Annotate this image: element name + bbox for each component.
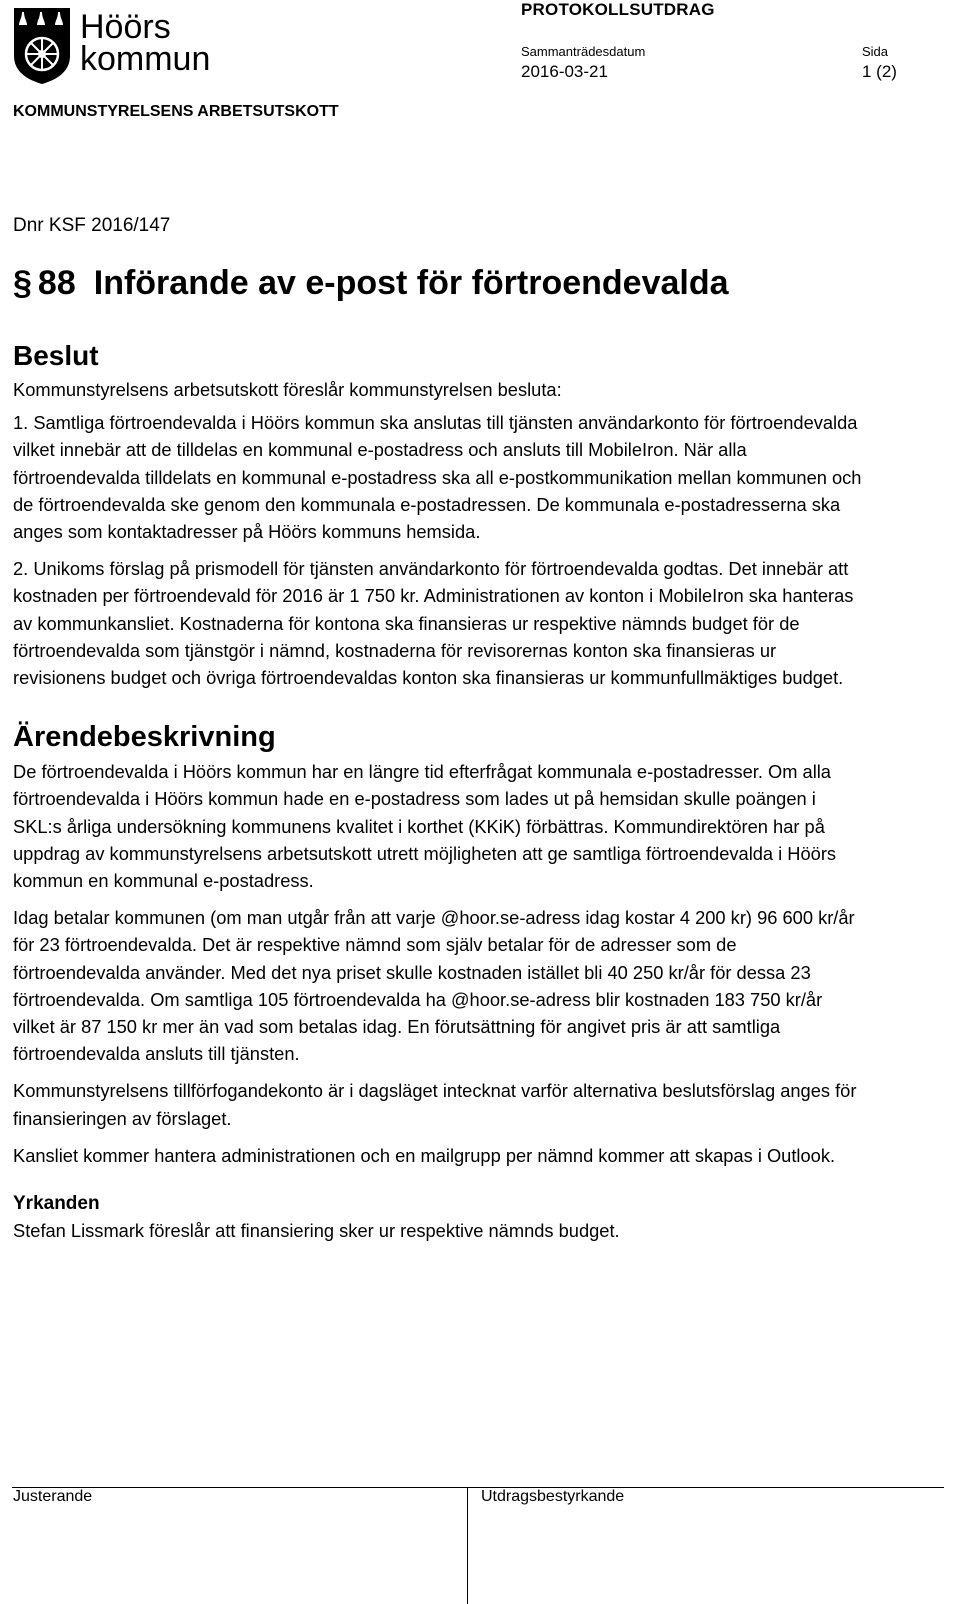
footer-divider [467, 1487, 468, 1604]
yrkanden-text: Stefan Lissmark föreslår att finansiering sker ur respektive nämnds budget. [13, 1220, 620, 1242]
beslut-item-2: 2. Unikoms förslag på prismodell för tjänsten användarkonto för förtroendevalda godtas. Det innebär att kostnaden per förtroendevald för 2016 är 1 750 kr. Administrationen av konton i MobileIron ska hanteras av kommunkansliet. Kostnaderna för kontona ska finansieras ur respektive nämnds budget för de förtroendevalda som tjänstgör i nämnd, kostnaderna för revisorernas konton ska finansieras ur revisionens budget och övriga förtroendevaldas konton ska finansieras ur kommunfullmäktiges budget. [13, 558, 854, 689]
document-body [13, 338, 863, 1244]
arende-paragraph-1: De förtroendevalda i Höörs kommun har en längre tid efterfrågat kommunala e-postadresser. Om alla förtroendevalda i Höörs kommun hade en e-postadress som lades ut på hemsidan skulle poängen i SKL:s årliga undersökning kommunens kvalitet i korthet (KKiK) förbättras. Kommundirektören har på uppdrag av kommunstyrelsens arbetsutskott utrett möjligheten att ge samtliga förtroendevalda i Höörs kommun en kommunal e-postadress. [13, 761, 837, 892]
yrkanden-heading: Yrkanden [13, 1193, 100, 1215]
footer-rule [12, 1487, 944, 1488]
section-symbol: § [13, 264, 32, 302]
meeting-date-label: Sammanträdesdatum [521, 44, 646, 59]
meeting-date-value: 2016-03-21 [521, 62, 608, 81]
logo-line1: Höörs [80, 8, 171, 46]
section-number: 88 [37, 264, 76, 302]
justerande-label: Justerande [13, 1488, 93, 1505]
arende-paragraph-3: Kommunstyrelsens tillförfogandekonto är i dagsläget intecknat varför alternativa beslutsförslag anges för finansieringen av förslaget. [13, 1080, 857, 1129]
document-type: PROTOKOLLSUTDRAG [521, 0, 715, 19]
committee-name: KOMMUNSTYRELSENS ARBETSUTSKOTT [13, 103, 339, 120]
logo-line2: kommun [80, 40, 211, 78]
section-title: Införande av e-post för förtroendevalda [93, 264, 729, 302]
arende-heading: Ärendebeskrivning [13, 721, 276, 754]
section-heading [13, 264, 729, 303]
arende-paragraph-4: Kansliet kommer hantera administrationen och en mailgrupp per nämnd kommer att skapas i Outlook. [13, 1144, 836, 1166]
hoors-kommun-logo [12, 4, 217, 86]
page-label: Sida [862, 44, 889, 59]
beslut-item-1: 1. Samtliga förtroendevalda i Höörs kommun ska anslutas till tjänsten användarkonto för förtroendevalda vilket innebär att de tilldelas en kommunal e-postadress och ansluts till MobileIron. När alla förtroendevalda tilldelats en kommunal e-postadress ska all e-postkommunikation mellan kommunen och de förtroendevalda ske genom den kommunala e-postadressen. De kommunala e-postadresserna ska anges som kontaktadresser på Höörs kommuns hemsida. [13, 412, 862, 543]
utdragsbestyrkande-label: Utdragsbestyrkande [481, 1488, 625, 1505]
case-number: Dnr KSF 2016/147 [13, 215, 171, 236]
arende-paragraph-2: Idag betalar kommunen (om man utgår från att varje @hoor.se-adress idag kostar 4 200 kr) 96 600 kr/år för 23 förtroendevalda. Det är respektive nämnd som själv betalar för de adresser som de förtroendevalda använder. Med det nya priset skulle kostnaden istället bli 40 250 kr/år för dessa 23 förtroendevalda. Om samtliga 105 förtroendevalda ha @hoor.se-adress blir kostnaden 183 750 kr/år vilket är 87 150 kr mer än vad som betalas idag. En förutsättning för angivet pris är att samtliga förtroendevalda ansluts till tjänsten. [13, 907, 855, 1065]
beslut-heading: Beslut [13, 340, 99, 371]
beslut-intro: Kommunstyrelsens arbetsutskott föreslår kommunstyrelsen besluta: [13, 379, 562, 400]
page-value: 1 (2) [862, 62, 897, 81]
